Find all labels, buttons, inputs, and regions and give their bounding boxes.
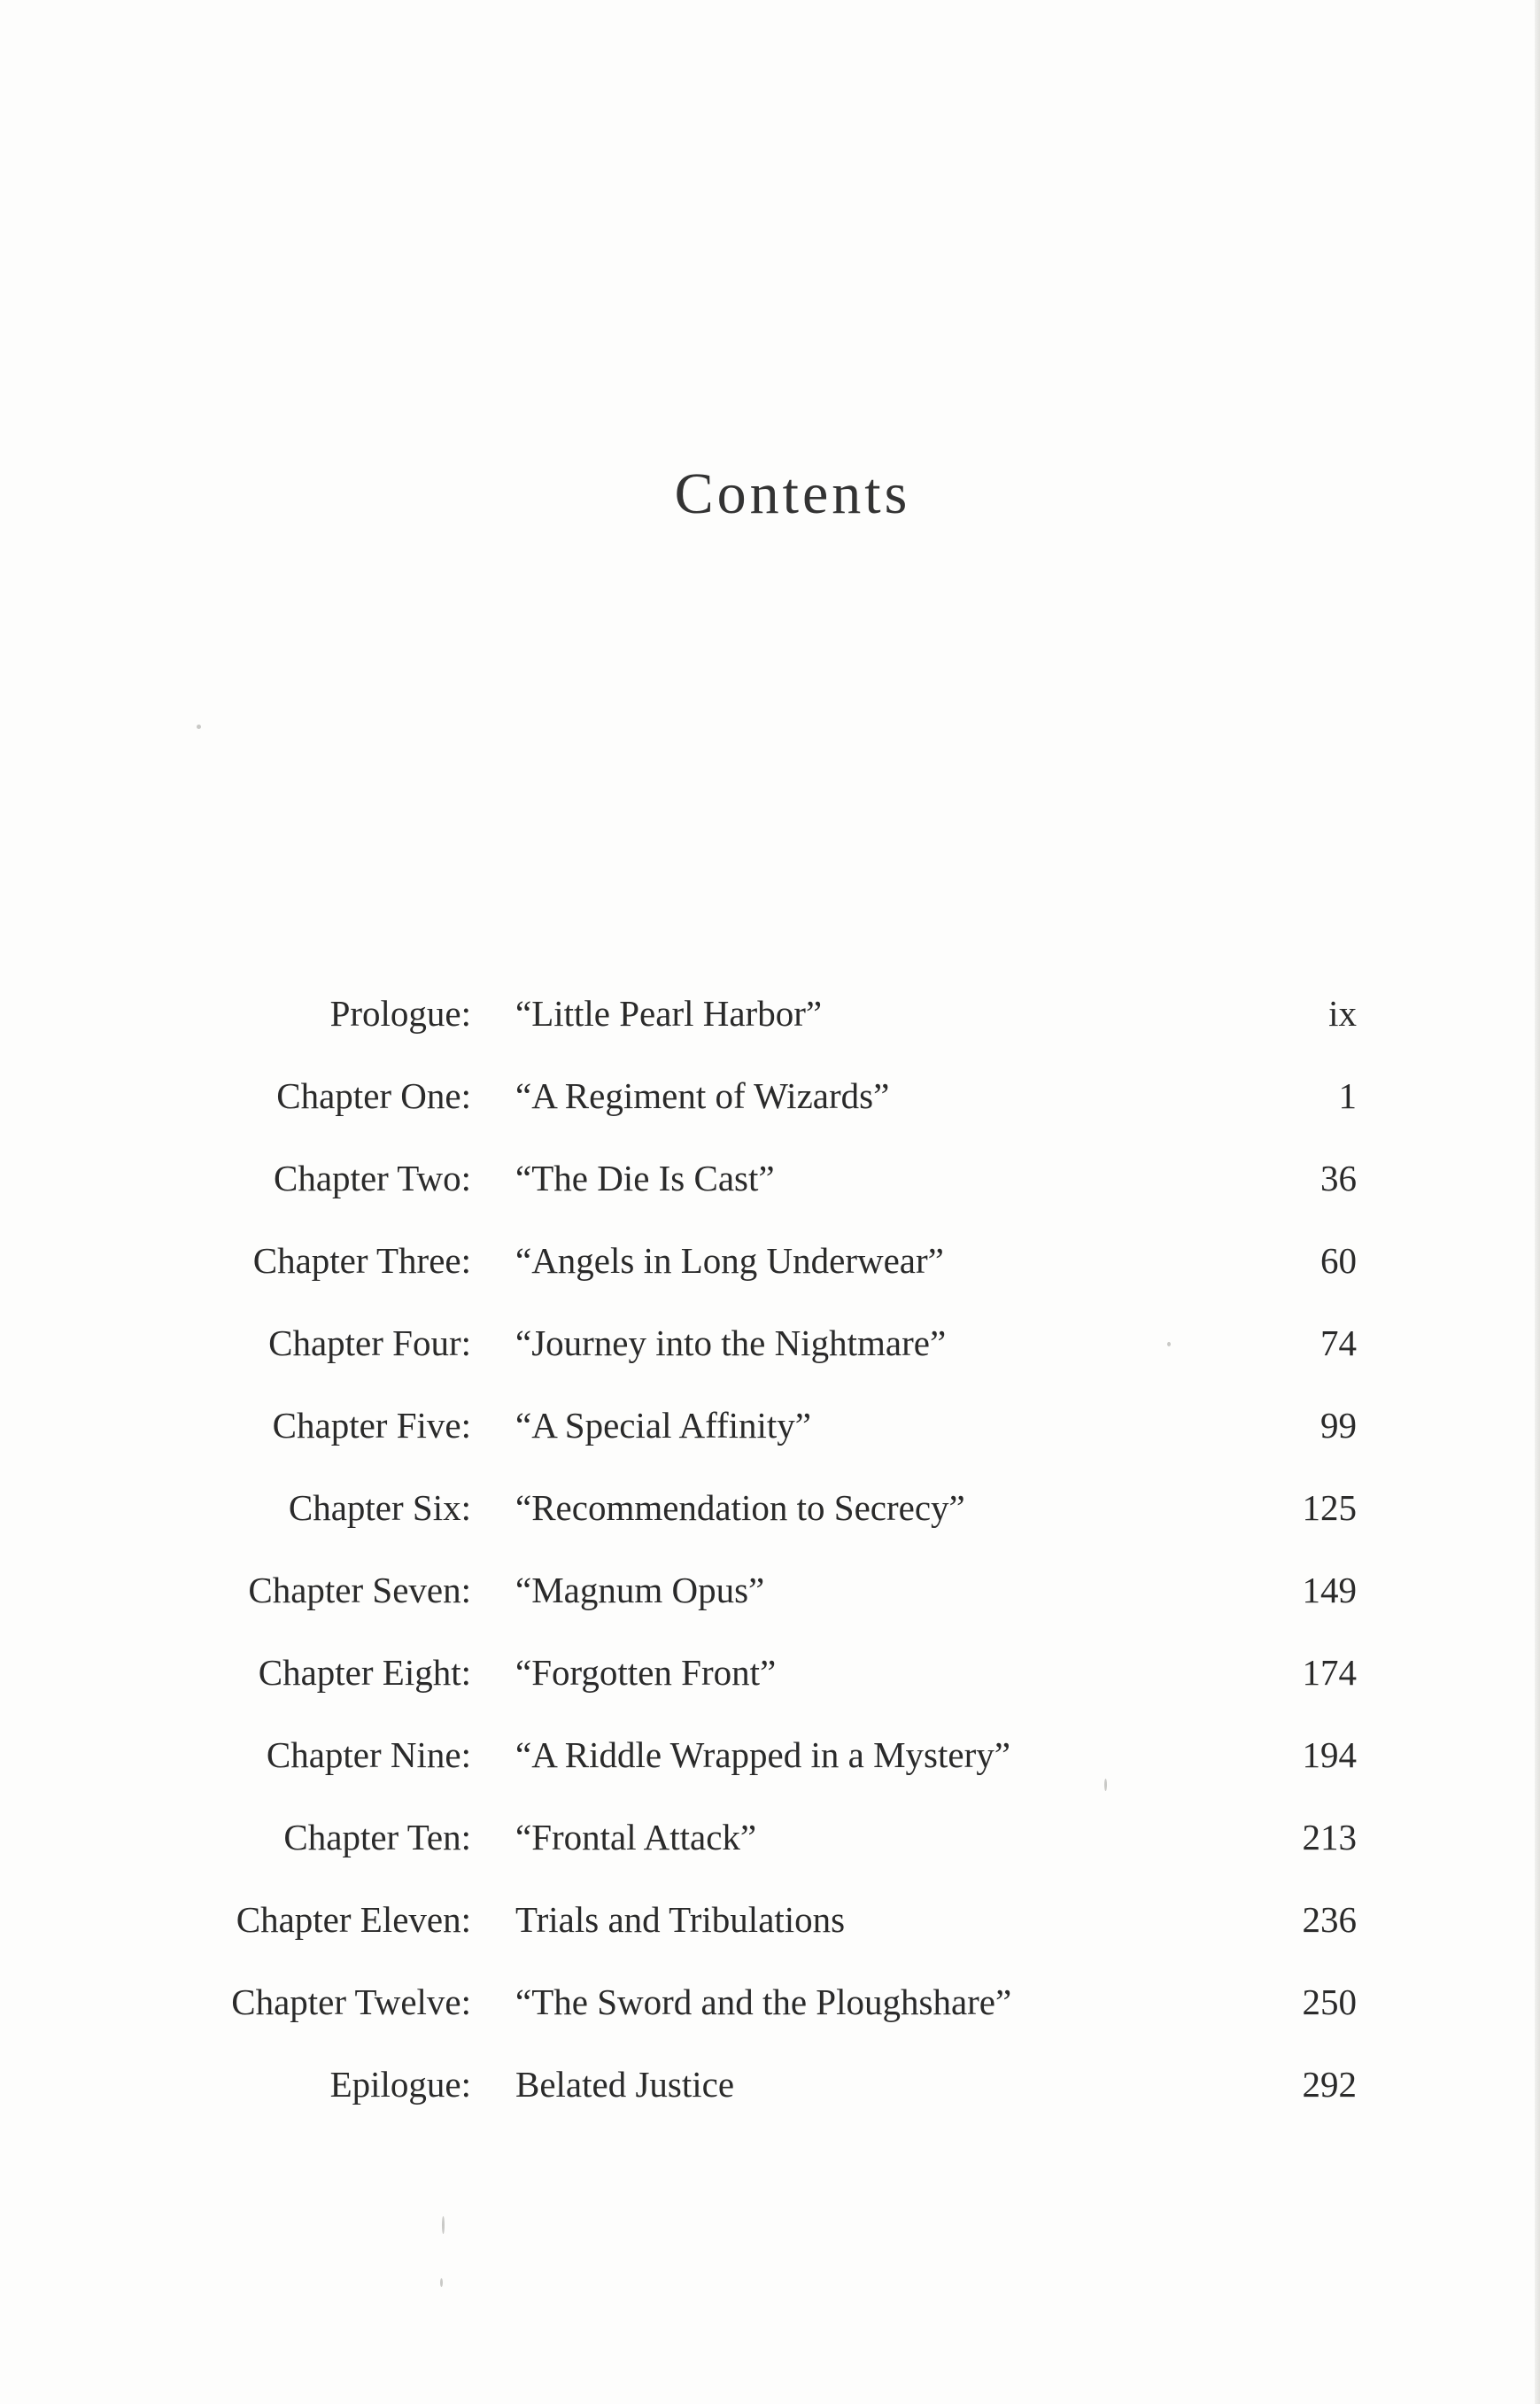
toc-entry-chapter-three[interactable] (0, 1220, 1540, 1302)
toc-entry-label: Chapter Nine: (266, 1734, 471, 1775)
toc-entry-page: 213 (1302, 1817, 1357, 1857)
toc-entry-label: Epilogue: (329, 2064, 471, 2105)
toc-entry-prologue[interactable] (0, 973, 1540, 1055)
toc-entry-label: Chapter One: (276, 1075, 471, 1116)
toc-entry-chapter-eight[interactable] (0, 1632, 1540, 1714)
toc-entry-chapter-eleven[interactable] (0, 1879, 1540, 1961)
toc-entry-page: 236 (1302, 1899, 1357, 1940)
toc-entry-page: ix (1328, 993, 1357, 1034)
toc-entry-label: Chapter Six: (288, 1487, 471, 1528)
toc-entry-page: 174 (1302, 1652, 1357, 1693)
toc-entry-label: Chapter Five: (272, 1405, 471, 1446)
toc-entry-title: Trials and Tribulations (515, 1899, 846, 1940)
toc-entry-chapter-nine[interactable] (0, 1714, 1540, 1796)
toc-entry-page: 125 (1302, 1487, 1357, 1528)
toc-entry-page: 292 (1302, 2064, 1357, 2105)
scan-speck (1167, 1342, 1171, 1346)
scan-speck (197, 725, 201, 729)
toc-entry-page: 194 (1302, 1734, 1357, 1775)
toc-entry-chapter-twelve[interactable] (0, 1961, 1540, 2043)
toc-entry-title: Belated Justice (515, 2064, 735, 2105)
toc-entry-title: “Little Pearl Harbor” (515, 993, 823, 1034)
toc-entry-page: 1 (1338, 1075, 1357, 1116)
toc-entry-epilogue[interactable] (0, 2043, 1540, 2126)
toc-entry-page: 149 (1302, 1570, 1357, 1610)
toc-entry-title: “Magnum Opus” (515, 1570, 765, 1610)
toc-entry-title: “The Die Is Cast” (515, 1158, 775, 1198)
toc-entry-label: Chapter Twelve: (231, 1981, 471, 2022)
toc-entry-chapter-one[interactable] (0, 1055, 1540, 1137)
toc-entry-title: “Angels in Long Underwear” (515, 1240, 944, 1281)
toc-entry-chapter-five[interactable] (0, 1384, 1540, 1467)
toc-entry-chapter-six[interactable] (0, 1467, 1540, 1549)
table-of-contents (0, 973, 1540, 2126)
toc-entry-title: “Journey into the Nightmare” (515, 1322, 947, 1363)
toc-entry-title: “Frontal Attack” (515, 1817, 757, 1857)
scan-speck (440, 2278, 443, 2287)
toc-entry-label: Chapter Eight: (258, 1652, 471, 1693)
toc-entry-label: Chapter Seven: (248, 1570, 471, 1610)
toc-entry-title: “The Sword and the Ploughshare” (515, 1981, 1012, 2022)
toc-entry-chapter-ten[interactable] (0, 1796, 1540, 1879)
toc-entry-title: “Forgotten Front” (515, 1652, 777, 1693)
toc-entry-chapter-four[interactable] (0, 1302, 1540, 1384)
toc-entry-title: “A Regiment of Wizards” (515, 1075, 890, 1116)
toc-entry-label: Chapter Ten: (283, 1817, 471, 1857)
toc-entry-page: 99 (1320, 1405, 1357, 1446)
page-title: Contents (674, 461, 911, 526)
toc-entry-page: 36 (1320, 1158, 1357, 1198)
toc-entry-page: 74 (1320, 1322, 1357, 1363)
toc-entry-title: “A Riddle Wrapped in a Mystery” (515, 1734, 1010, 1775)
toc-entry-label: Chapter Two: (274, 1158, 471, 1198)
toc-entry-chapter-seven[interactable] (0, 1549, 1540, 1632)
toc-entry-label: Prologue: (329, 993, 471, 1034)
toc-entry-label: Chapter Three: (252, 1240, 471, 1281)
scan-speck (442, 2216, 445, 2234)
toc-entry-page: 250 (1302, 1981, 1357, 2022)
toc-entry-page: 60 (1320, 1240, 1357, 1281)
toc-entry-title: “Recommendation to Secrecy” (515, 1487, 965, 1528)
toc-entry-title: “A Special Affinity” (515, 1405, 812, 1446)
toc-entry-label: Chapter Four: (268, 1322, 471, 1363)
toc-entry-chapter-two[interactable] (0, 1137, 1540, 1220)
toc-entry-label: Chapter Eleven: (236, 1899, 471, 1940)
scan-speck (1104, 1779, 1107, 1791)
